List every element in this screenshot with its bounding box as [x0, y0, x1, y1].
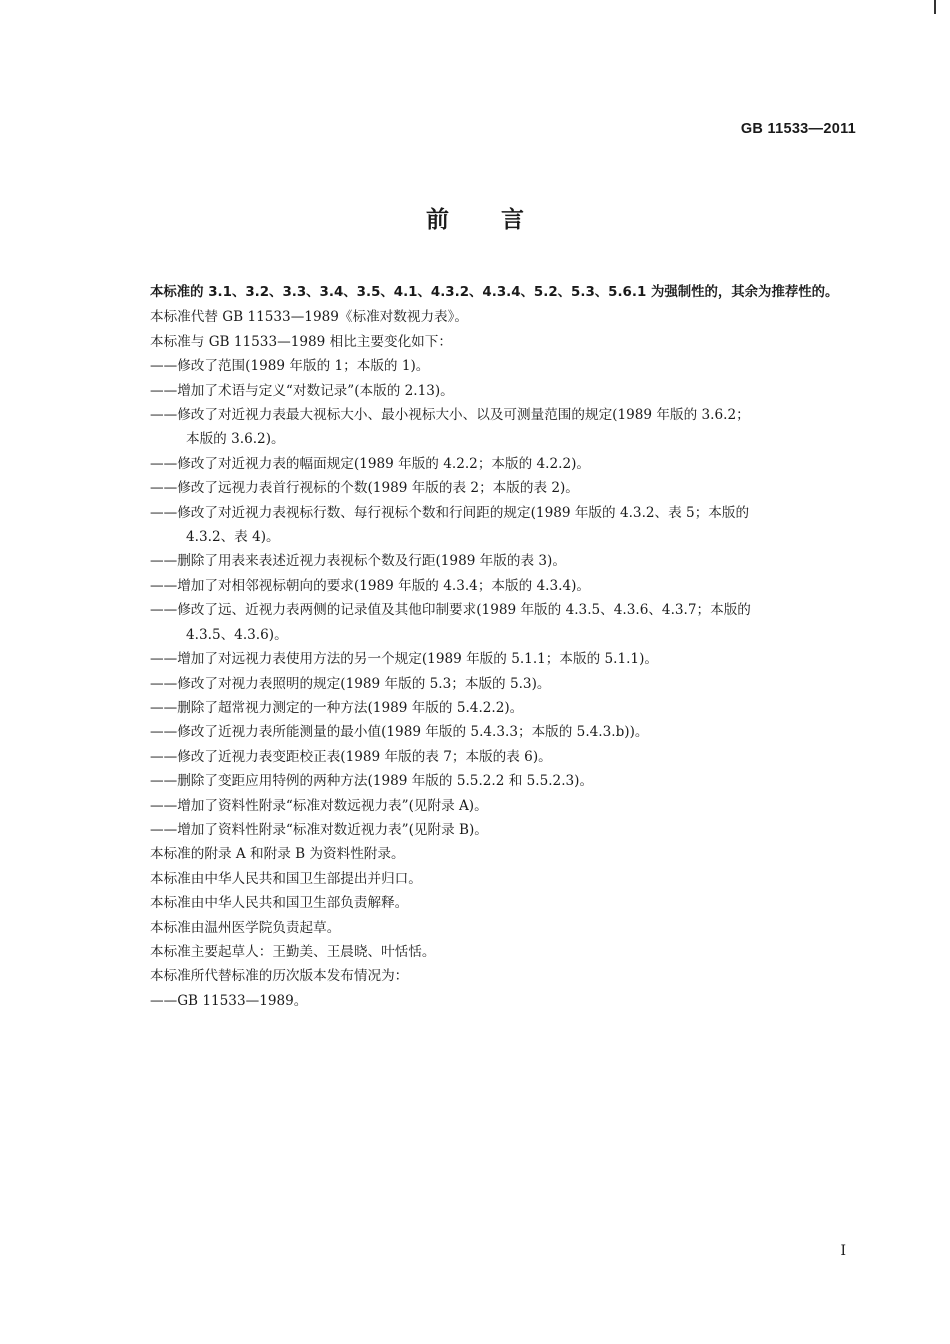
text-line: ——增加了对相邻视标朝向的要求(1989 年版的 4.3.4；本版的 4.3.4)。: [150, 577, 590, 594]
standard-code-header: GB 11533—2011: [740, 121, 856, 137]
text-line: ——删除了变距应用特例的两种方法(1989 年版的 5.5.2.2 和 5.5.2.3)。: [150, 773, 594, 790]
text-line: 本标准的 3.1、3.2、3.3、3.4、3.5、4.1、4.3.2、4.3.4、5.2、5.3、5.6.1 为强制性的，其余为推荐性的。: [150, 285, 839, 300]
text-line: ——修改了近视力表所能测量的最小值(1989 年版的 5.4.3.3；本版的 5.4.3.b))。: [150, 724, 649, 741]
text-line: 本标准由温州医学院负责起草。: [150, 919, 341, 936]
text-line: ——增加了对远视力表使用方法的另一个规定(1989 年版的 5.1.1；本版的 5.1.1)。: [150, 651, 658, 668]
text-line: ——修改了范围(1989 年版的 1；本版的 1)。: [150, 358, 430, 375]
page-title: 前言: [426, 207, 576, 233]
text-line: ——修改了对视力表照明的规定(1989 年版的 5.3；本版的 5.3)。: [150, 675, 551, 692]
text-line: 本标准主要起草人：王勤美、王晨晓、叶恬恬。: [150, 943, 436, 960]
text-line: ——修改了远视力表首行视标的个数(1989 年版的表 2；本版的表 2)。: [150, 480, 579, 497]
text-line: ——增加了资料性附录“标准对数远视力表”(见附录 A)。: [150, 797, 488, 814]
text-line: 本标准由中华人民共和国卫生部提出并归口。: [150, 870, 422, 887]
text-line: 4.3.5、4.3.6)。: [186, 626, 288, 643]
text-line: 本版的 3.6.2)。: [186, 431, 285, 448]
text-line: 本标准与 GB 11533—1989 相比主要变化如下：: [150, 333, 452, 350]
text-line: ——修改了对近视力表的幅面规定(1989 年版的 4.2.2；本版的 4.2.2)。: [150, 455, 590, 472]
text-line: 4.3.2、表 4)。: [186, 529, 280, 546]
text-line: ——GB 11533—1989。: [150, 992, 308, 1009]
page-number: I: [840, 1243, 846, 1259]
text-line: 本标准的附录 A 和附录 B 为资料性附录。: [150, 846, 405, 863]
text-line: 本标准由中华人民共和国卫生部负责解释。: [150, 895, 409, 912]
text-line: ——删除了超常视力测定的一种方法(1989 年版的 5.4.2.2)。: [150, 699, 524, 716]
text-line: ——修改了远、近视力表两侧的记录值及其他印制要求(1989 年版的 4.3.5、4.3.6、4.3.7；本版的: [150, 602, 751, 619]
text-line: 本标准代替 GB 11533—1989《标准对数视力表》。: [150, 309, 469, 326]
text-line: ——修改了近视力表变距校正表(1989 年版的表 7；本版的表 6)。: [150, 748, 552, 765]
text-line: 本标准所代替标准的历次版本发布情况为：: [150, 968, 409, 985]
text-line: ——增加了资料性附录“标准对数近视力表”(见附录 B)。: [150, 821, 488, 838]
document-body: [150, 281, 865, 1013]
text-line: ——删除了用表来表述近视力表视标个数及行距(1989 年版的表 3)。: [150, 553, 566, 570]
scan-corner-mark: [934, 0, 936, 14]
text-line: ——修改了对近视力表视标行数、每行视标个数和行间距的规定(1989 年版的 4.3.2、表 5；本版的: [150, 504, 750, 521]
text-line: ——增加了术语与定义“对数记录”(本版的 2.13)。: [150, 382, 454, 399]
text-line: ——修改了对近视力表最大视标大小、最小视标大小、以及可测量范围的规定(1989 年版的 3.6.2；: [150, 407, 750, 424]
